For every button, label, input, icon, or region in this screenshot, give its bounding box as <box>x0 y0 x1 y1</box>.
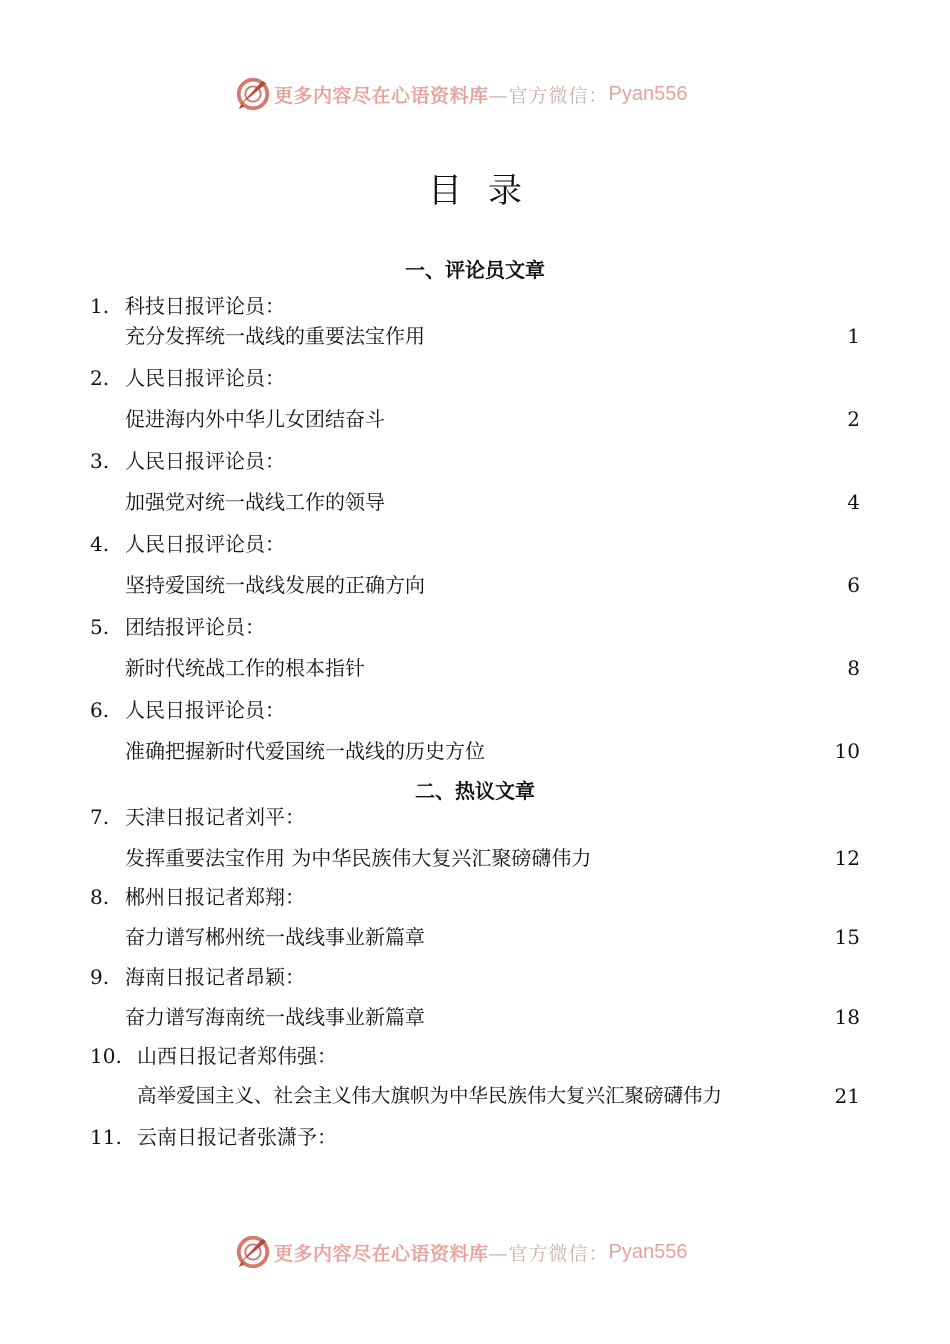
entry-author: 人民日报评论员： <box>125 532 285 556</box>
entry-headline: 高举爱国主义、社会主义伟大旗帜为中华民族伟大复兴汇聚磅礴伟力 <box>137 1084 723 1107</box>
entry-headline: 发挥重要法宝作用 为中华民族伟大复兴汇聚磅礴伟力 <box>125 846 592 870</box>
entry-number: 6. <box>90 698 110 722</box>
entry-headline: 奋力谱写郴州统一战线事业新篇章 <box>125 925 425 949</box>
entry-author: 人民日报评论员： <box>125 366 285 390</box>
entry-headline: 促进海内外中华儿女团结奋斗 <box>125 407 385 431</box>
entry-number: 2. <box>90 366 110 390</box>
entry-author: 天津日报记者刘平： <box>125 805 305 829</box>
entry-number: 1. <box>90 294 110 318</box>
watermark-text-main: 更多内容尽在心语资料库 <box>274 84 489 107</box>
page-title: 目录 <box>428 171 548 211</box>
entry-number: 10. <box>90 1044 122 1068</box>
watermark-wechat-id: Pyan556 <box>608 1240 688 1263</box>
section-heading-1: 一、评论员文章 <box>405 258 545 282</box>
entry-number: 11. <box>90 1125 122 1149</box>
entry-headline: 新时代统战工作的根本指针 <box>125 656 365 680</box>
footer-watermark <box>0 1232 950 1272</box>
brand-logo-icon <box>234 75 272 113</box>
entry-page-number: 8 <box>847 656 860 680</box>
entry-author: 团结报评论员： <box>125 615 265 639</box>
entry-number: 7. <box>90 805 110 829</box>
header-watermark <box>0 74 950 114</box>
entry-page-number: 2 <box>847 407 860 431</box>
watermark-wechat-id: Pyan556 <box>608 82 688 105</box>
entry-author: 山西日报记者郑伟强： <box>137 1044 337 1068</box>
entry-page-number: 10 <box>834 739 860 763</box>
entry-number: 8. <box>90 885 110 909</box>
entry-page-number: 15 <box>834 925 860 949</box>
entry-headline: 奋力谱写海南统一战线事业新篇章 <box>125 1005 425 1029</box>
entry-number: 9. <box>90 965 110 989</box>
entry-page-number: 4 <box>847 490 860 514</box>
entry-page-number: 21 <box>834 1084 860 1108</box>
entry-author: 人民日报评论员： <box>125 449 285 473</box>
watermark-text-label: —官方微信： <box>488 84 609 107</box>
watermark-text-main: 更多内容尽在心语资料库 <box>274 1242 489 1265</box>
section-heading-2: 二、热议文章 <box>415 779 535 803</box>
entry-page-number: 6 <box>847 573 860 597</box>
entry-author: 海南日报记者昂颖： <box>125 965 305 989</box>
entry-page-number: 1 <box>847 324 860 348</box>
brand-logo-icon <box>234 1233 272 1271</box>
entry-page-number: 12 <box>834 846 860 870</box>
entry-headline: 坚持爱国统一战线发展的正确方向 <box>125 573 425 597</box>
entry-page-number: 18 <box>834 1005 860 1029</box>
entry-headline: 充分发挥统一战线的重要法宝作用 <box>125 324 425 348</box>
entry-number: 4. <box>90 532 110 556</box>
entry-number: 5. <box>90 615 110 639</box>
entry-author: 人民日报评论员： <box>125 698 285 722</box>
entry-headline: 加强党对统一战线工作的领导 <box>125 490 385 514</box>
entry-headline: 准确把握新时代爱国统一战线的历史方位 <box>125 739 485 763</box>
entry-author: 云南日报记者张潇予： <box>137 1125 337 1149</box>
entry-number: 3. <box>90 449 110 473</box>
entry-author: 郴州日报记者郑翔： <box>125 885 305 909</box>
watermark-text-label: —官方微信： <box>488 1242 609 1265</box>
entry-author: 科技日报评论员： <box>125 294 285 318</box>
